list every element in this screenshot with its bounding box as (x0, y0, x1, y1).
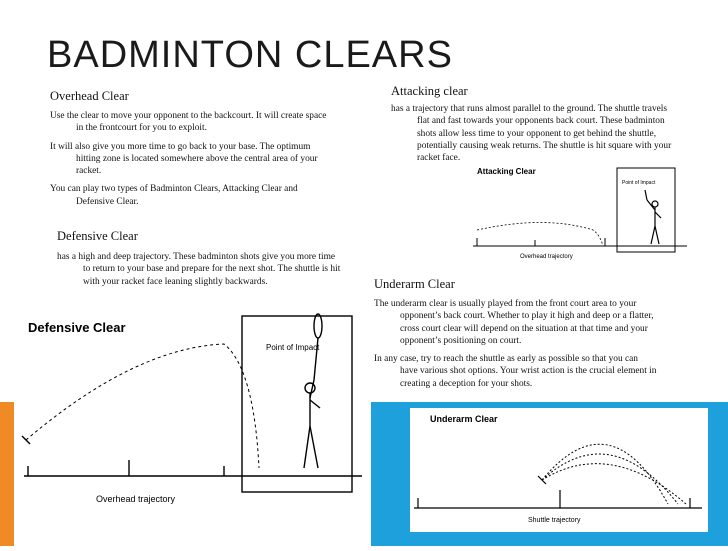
text-line: shots allow less time to your opponent to get behind the shuttle, (417, 128, 657, 139)
text-line: has a trajectory that runs almost parallel to the ground. The shuttle travels (391, 104, 668, 114)
defensive-clear-heading: Defensive Clear (57, 229, 138, 243)
text-line: opponent’s back court. Whether to play it high and deep or a flatter, (400, 311, 654, 322)
text-line: It will also give you more time to go back to your base. The optimum (50, 141, 311, 152)
text-line: The underarm clear is usually played from the front court area to your (374, 299, 637, 309)
text-line: hitting zone is located somewhere above the central area of your (76, 153, 318, 164)
axis-label: Overhead trajectory (96, 494, 176, 504)
defensive-clear-figure (14, 308, 366, 546)
text-line: cross court clear will depend on the situation at that time and your (400, 323, 648, 334)
figure-title: Defensive Clear (28, 320, 126, 335)
axis-label: Shuttle trajectory (528, 517, 581, 524)
underarm-clear-figure (410, 408, 708, 532)
text-line: Defensive Clear. (76, 196, 139, 207)
defensive-clear-diagram (14, 308, 366, 546)
text-line: to return to your base and prepare for the next shot. The shuttle is hit (83, 264, 341, 275)
overhead-clear-text (50, 110, 370, 208)
trajectory-line-high (542, 444, 668, 504)
impact-label: Point of Impact (266, 343, 320, 352)
text-line: has a high and deep trajectory. These badminton shots give you more time (57, 252, 336, 262)
trajectory-line-cross (542, 454, 678, 504)
defensive-clear-text (57, 251, 377, 288)
text-line: You can play two types of Badminton Clears, Attacking Clear and (50, 184, 298, 195)
text-line: have various shot options. Your wrist action is the crucial element in (400, 366, 657, 377)
text-line: racket face. (417, 153, 461, 164)
figure-title: Underarm Clear (430, 414, 498, 424)
underarm-clear-heading: Underarm Clear (374, 277, 455, 291)
attacking-clear-figure (465, 160, 695, 270)
text-line: opponent’s positioning on court. (400, 335, 522, 346)
text-line: with your racket face leaning slightly backwards. (83, 276, 268, 287)
underarm-clear-diagram (410, 408, 708, 532)
orange-accent-band (0, 402, 14, 546)
figure-title: Attacking Clear (477, 167, 536, 176)
page-title: BADMINTON CLEARS (47, 34, 453, 76)
text-line: In any case, try to reach the shuttle as early as possible so that you can (374, 354, 638, 365)
attacking-clear-diagram (465, 160, 695, 270)
impact-label: Point of Impact (622, 180, 656, 186)
overhead-clear-heading: Overhead Clear (50, 89, 129, 103)
player-icon (304, 314, 322, 468)
axis-label: Overhead trajectory (520, 254, 573, 260)
trajectory-line-flat (542, 464, 686, 504)
text-line: flat and fast towards your opponents back court. These badminton (417, 116, 665, 127)
shuttle-mark (538, 476, 546, 484)
trajectory-line (26, 344, 259, 468)
text-line: Use the clear to move your opponent to the backcourt. It will create space (50, 111, 327, 121)
text-line: in the frontcourt for you to exploit. (76, 123, 207, 134)
text-line: potentially causing weak returns. The shuttle is hit square with your (417, 140, 672, 151)
text-line: creating a deception for your shots. (400, 378, 533, 389)
shuttle-mark (22, 436, 30, 444)
player-icon (645, 190, 661, 244)
attacking-clear-text (391, 103, 711, 164)
attacking-clear-heading: Attacking clear (391, 84, 468, 98)
trajectory-line (477, 223, 603, 247)
text-line: racket. (76, 166, 102, 177)
underarm-clear-text (374, 298, 704, 390)
